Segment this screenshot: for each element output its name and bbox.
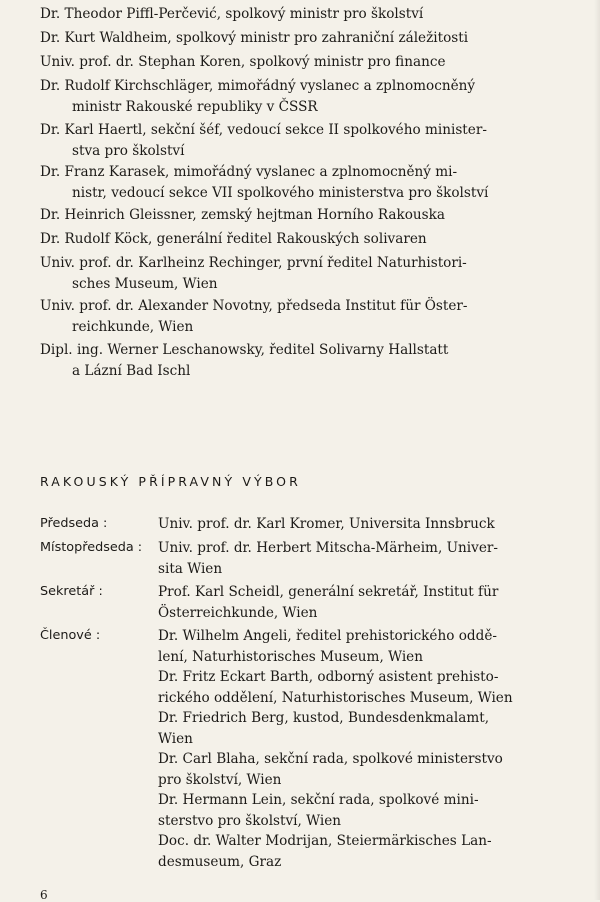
- role-value-secretary: [158, 582, 540, 623]
- honorary-entry: [40, 4, 568, 25]
- entry-line-continued: nistr, vedoucí sekce VII spolkového ministerstva pro školství: [72, 184, 489, 201]
- member-line: Dr. Carl Blaha, sekční rada, spolkové ministerstvo: [158, 751, 503, 767]
- role-line: Univ. prof. dr. Herbert Mitscha-Märheim, Univer-: [158, 540, 498, 556]
- member-line: sterstvo pro školství, Wien: [158, 812, 342, 829]
- member-line: Dr. Hermann Lein, sekční rada, spolkové mini-: [158, 792, 479, 808]
- role-value-vice-chair: [158, 538, 540, 579]
- entry-line: Univ. prof. dr. Alexander Novotny, předseda Institut für Öster-: [40, 298, 468, 314]
- entry-line: Dr. Kurt Waldheim, spolkový ministr pro zahraniční záležitosti: [40, 30, 469, 46]
- role-line: Prof. Karl Scheidl, generální sekretář, Institut für: [158, 584, 499, 600]
- page-edge-shadow: [594, 0, 600, 900]
- entry-line: Univ. prof. dr. Stephan Koren, spolkový ministr pro finance: [40, 54, 446, 70]
- member-line: Doc. dr. Walter Modrijan, Steiermärkisches Lan-: [158, 833, 492, 849]
- entry-line: Dipl. ing. Werner Leschanowsky, ředitel Solivarny Hallstatt: [40, 342, 449, 358]
- entry-line: Dr. Franz Karasek, mimořádný vyslanec a zplnomocněný mi-: [40, 164, 458, 180]
- member-line: Wien: [158, 730, 193, 747]
- role-value-chair: [158, 514, 540, 535]
- honorary-entry: [40, 340, 568, 381]
- honorary-entry: [40, 120, 568, 161]
- entry-line: Univ. prof. dr. Karlheinz Rechinger, první ředitel Naturhistori-: [40, 255, 467, 271]
- member-line: rického oddělení, Naturhistorisches Museum, Wien: [158, 689, 513, 706]
- entry-line-continued: ministr Rakouské republiky v ČSSR: [72, 98, 318, 115]
- role-label-vice-chair: Místopředseda :: [40, 540, 143, 555]
- entry-line-continued: sches Museum, Wien: [72, 275, 218, 292]
- entry-line: Dr. Karl Haertl, sekční šéf, vedoucí sekce II spolkového minister-: [40, 122, 487, 138]
- member-line: lení, Naturhistorisches Museum, Wien: [158, 648, 423, 665]
- honorary-entry: [40, 52, 568, 73]
- role-value-members: [158, 626, 540, 872]
- role-line: sita Wien: [158, 560, 223, 577]
- section-heading: RAKOUSKÝ PŘÍPRAVNÝ VÝBOR: [40, 474, 301, 489]
- entry-line-continued: a Lázní Bad Ischl: [72, 362, 191, 379]
- role-label-chair: Předseda :: [40, 516, 108, 531]
- member-line: Dr. Wilhelm Angeli, ředitel prehistorického oddě-: [158, 628, 497, 644]
- honorary-entry: [40, 28, 568, 49]
- role-label-secretary: Sekretář :: [40, 584, 103, 599]
- honorary-entry: [40, 296, 568, 337]
- honorary-entry: [40, 205, 568, 226]
- role-line: Österreichkunde, Wien: [158, 604, 318, 621]
- entry-line: Dr. Heinrich Gleissner, zemský hejtman Horního Rakouska: [40, 207, 445, 223]
- member-line: Dr. Fritz Eckart Barth, odborný asistent prehisto-: [158, 669, 499, 685]
- entry-line: Dr. Theodor Piffl-Perčević, spolkový ministr pro školství: [40, 6, 424, 22]
- member-line: Dr. Friedrich Berg, kustod, Bundesdenkmalamt,: [158, 710, 490, 726]
- entry-line: Dr. Rudolf Kirchschläger, mimořádný vyslanec a zplnomocněný: [40, 78, 476, 94]
- entry-line-continued: stva pro školství: [72, 142, 185, 159]
- role-label-members: Členové :: [40, 628, 101, 643]
- entry-line-continued: reichkunde, Wien: [72, 318, 194, 335]
- honorary-entry: [40, 229, 568, 250]
- page-number: 6: [40, 888, 48, 902]
- member-line: pro školství, Wien: [158, 771, 282, 788]
- honorary-entry: [40, 76, 568, 117]
- honorary-entry: [40, 253, 568, 294]
- role-line: Univ. prof. dr. Karl Kromer, Universita Innsbruck: [158, 516, 495, 532]
- entry-line: Dr. Rudolf Köck, generální ředitel Rakouských solivaren: [40, 231, 427, 247]
- member-line: desmuseum, Graz: [158, 853, 282, 870]
- honorary-entry: [40, 162, 568, 203]
